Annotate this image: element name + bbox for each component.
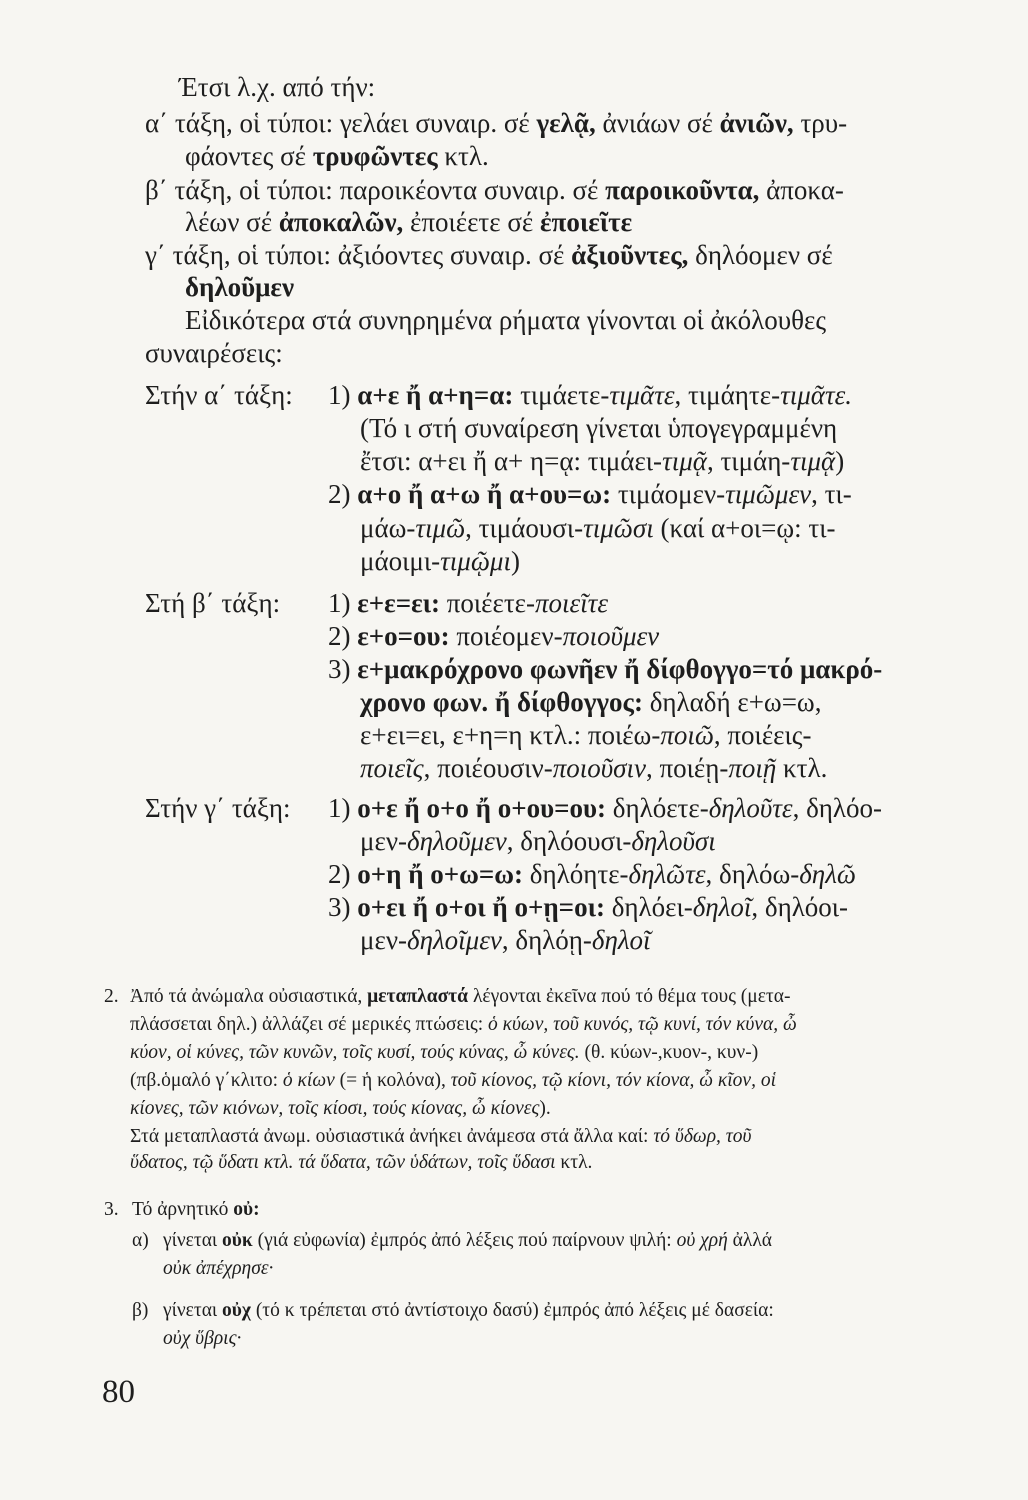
conj-g-rule-3-line-2: μεν-δηλοῖμεν, δηλόῃ-δηλοῖ xyxy=(360,925,651,955)
conj-a-rule-1-line-3: ἔτσι: α+ει ἤ α+ η=ᾳ: τιμάει-τιμᾷ, τιμάη-τιμᾷ) xyxy=(360,446,845,476)
conj-b-rule-3: 3) ε+μακρόχρονο φωνῆεν ἤ δίφθογγο=τό μακρό- xyxy=(328,654,883,684)
note-2-line-3: κύον, οἱ κύνες, τῶν κυνῶν, τοῖς κυσί, τούς κύνας, ὦ κύνες. (θ. κύων-,κυον-, κυν-) xyxy=(130,1042,759,1063)
note-3-b-line-2: οὐχ ὕβρις· xyxy=(163,1328,242,1349)
note-3-a-line-1: γίνεται οὐκ (γιά εὐφωνία) ἐμπρός ἀπό λέξεις πού παίρνουν ψιλή: οὐ χρή ἀλλά xyxy=(163,1230,772,1251)
intro-line: Έτσι λ.χ. από τήν: xyxy=(179,72,376,102)
note-2-line-6: Στά μεταπλαστά ἀνωμ. οὐσιαστικά ἀνήκει ἀνάμεσα στά ἄλλα καί: τό ὕδωρ, τοῦ xyxy=(130,1126,752,1147)
conj-g-label: Στήν γ΄ τάξη: xyxy=(145,793,291,823)
note-3-title: Τό ἀρνητικό οὐ: xyxy=(132,1199,260,1220)
conj-a-rule-2-line-2: μάω-τιμῶ, τιμάουσι-τιμῶσι (καί α+οι=ῳ: τι- xyxy=(360,513,836,543)
conj-b-label: Στή β΄ τάξη: xyxy=(145,588,281,618)
conj-b-rule-3-line-2: χρονο φων. ἤ δίφθογγος: δηλαδή ε+ω=ω, xyxy=(360,687,822,717)
conj-a-rule-2-line-3: μάοιμι-τιμῷμι) xyxy=(360,546,520,576)
conj-g-rule-1: 1) ο+ε ἤ ο+ο ἤ ο+ου=ου: δηλόετε-δηλοῦτε, δηλόο- xyxy=(328,793,882,823)
note-2-number: 2. xyxy=(104,986,119,1007)
conj-g-rule-3: 3) ο+ει ἤ ο+οι ἤ ο+ῃ=οι: δηλόει-δηλοῖ, δηλόοι- xyxy=(328,892,849,922)
note-3-b-line-1: γίνεται οὐχ (τό κ τρέπεται στό ἀντίστοιχο δασύ) ἐμπρός ἀπό λέξεις μέ δασεία: xyxy=(163,1300,774,1321)
conj-g-rule-1-line-2: μεν-δηλοῦμεν, δηλόουσι-δηλοῦσι xyxy=(360,826,716,856)
page-number: 80 xyxy=(102,1374,135,1410)
note-2-line-5: κίονες, τῶν κιόνων, τοῖς κίοσι, τούς κίονας, ὦ κίονες). xyxy=(130,1098,551,1119)
conj-b-rule-3-line-3: ε+ει=ει, ε+η=η κτλ.: ποιέω-ποιῶ, ποιέεις- xyxy=(360,720,812,750)
note-3-a-line-2: οὐκ ἀπέχρησε· xyxy=(163,1258,274,1279)
taxi-g-line-1: γ΄ τάξη, οἱ τύποι: ἀξιόοντες συναιρ. σέ ἀξιοῦντες, δηλόομεν σέ xyxy=(145,240,833,270)
note-2-line-4: (πβ.ὁμαλό γ΄κλιτο: ὁ κίων (= ἡ κολόνα), τοῦ κίονος, τῷ κίονι, τόν κίονα, ὦ κῖον, οἱ xyxy=(130,1070,776,1091)
conj-g-rule-2: 2) ο+η ἤ ο+ω=ω: δηλόητε-δηλῶτε, δηλόω-δηλῶ xyxy=(328,859,856,889)
taxi-g-line-2: δηλοῦμεν xyxy=(185,272,295,302)
note-3-b-label: β) xyxy=(132,1300,149,1321)
note-2-line-7: ὕδατος, τῷ ὕδατι κτλ. τά ὕδατα, τῶν ὑδάτων, τοῖς ὕδασι κτλ. xyxy=(130,1152,593,1173)
note-3-a-label: α) xyxy=(132,1230,149,1251)
conj-b-rule-1: 1) ε+ε=ει: ποιέετε-ποιεῖτε xyxy=(328,588,608,618)
conj-a-rule-2: 2) α+ο ἤ α+ω ἤ α+ου=ω: τιμάομεν-τιμῶμεν, τι- xyxy=(328,479,852,509)
specific-line-1: Εἰδικότερα στά συνηρημένα ρήματα γίνονται οἱ ἀκόλουθες xyxy=(185,305,827,335)
conj-a-label: Στήν α΄ τάξη: xyxy=(145,380,293,410)
specific-line-2: συναιρέσεις: xyxy=(145,338,283,368)
taxi-b-line-1: β΄ τάξη, οἱ τύποι: παροικέοντα συναιρ. σέ παροικοῦντα, ἀποκα- xyxy=(145,175,844,205)
note-2-line-1: Ἀπό τά ἀνώμαλα οὐσιαστικά, μεταπλαστά λέγονται ἐκεῖνα πού τό θέμα τους (μετα- xyxy=(130,986,791,1007)
conj-a-rule-1: 1) α+ε ἤ α+η=α: τιμάετε-τιμᾶτε, τιμάητε-τιμᾶτε. xyxy=(328,380,853,410)
taxi-a-line-2: φάοντες σέ τρυφῶντες κτλ. xyxy=(185,141,489,171)
conj-b-rule-3-line-4: ποιεῖς, ποιέουσιν-ποιοῦσιν, ποιέῃ-ποιῇ κτλ. xyxy=(360,753,828,783)
taxi-b-line-2: λέων σέ ἀποκαλῶν, ἐποιέετε σέ ἐποιεῖτε xyxy=(185,207,633,237)
note-2-line-2: πλάσσεται δηλ.) ἀλλάζει σέ μερικές πτώσεις: ὁ κύων, τοῦ κυνός, τῷ κυνί, τόν κύνα, ὦ xyxy=(130,1014,797,1035)
taxi-a-line-1: α΄ τάξη, οἱ τύποι: γελάει συναιρ. σέ γελᾷ, ἀνιάων σέ ἀνιῶν, τρυ- xyxy=(145,108,848,138)
note-3-number: 3. xyxy=(104,1199,119,1220)
conj-a-rule-1-line-2: (Τό ι στή συναίρεση γίνεται ὑπογεγραμμένη xyxy=(360,413,838,443)
conj-b-rule-2: 2) ε+ο=ου: ποιέομεν-ποιοῦμεν xyxy=(328,621,660,651)
